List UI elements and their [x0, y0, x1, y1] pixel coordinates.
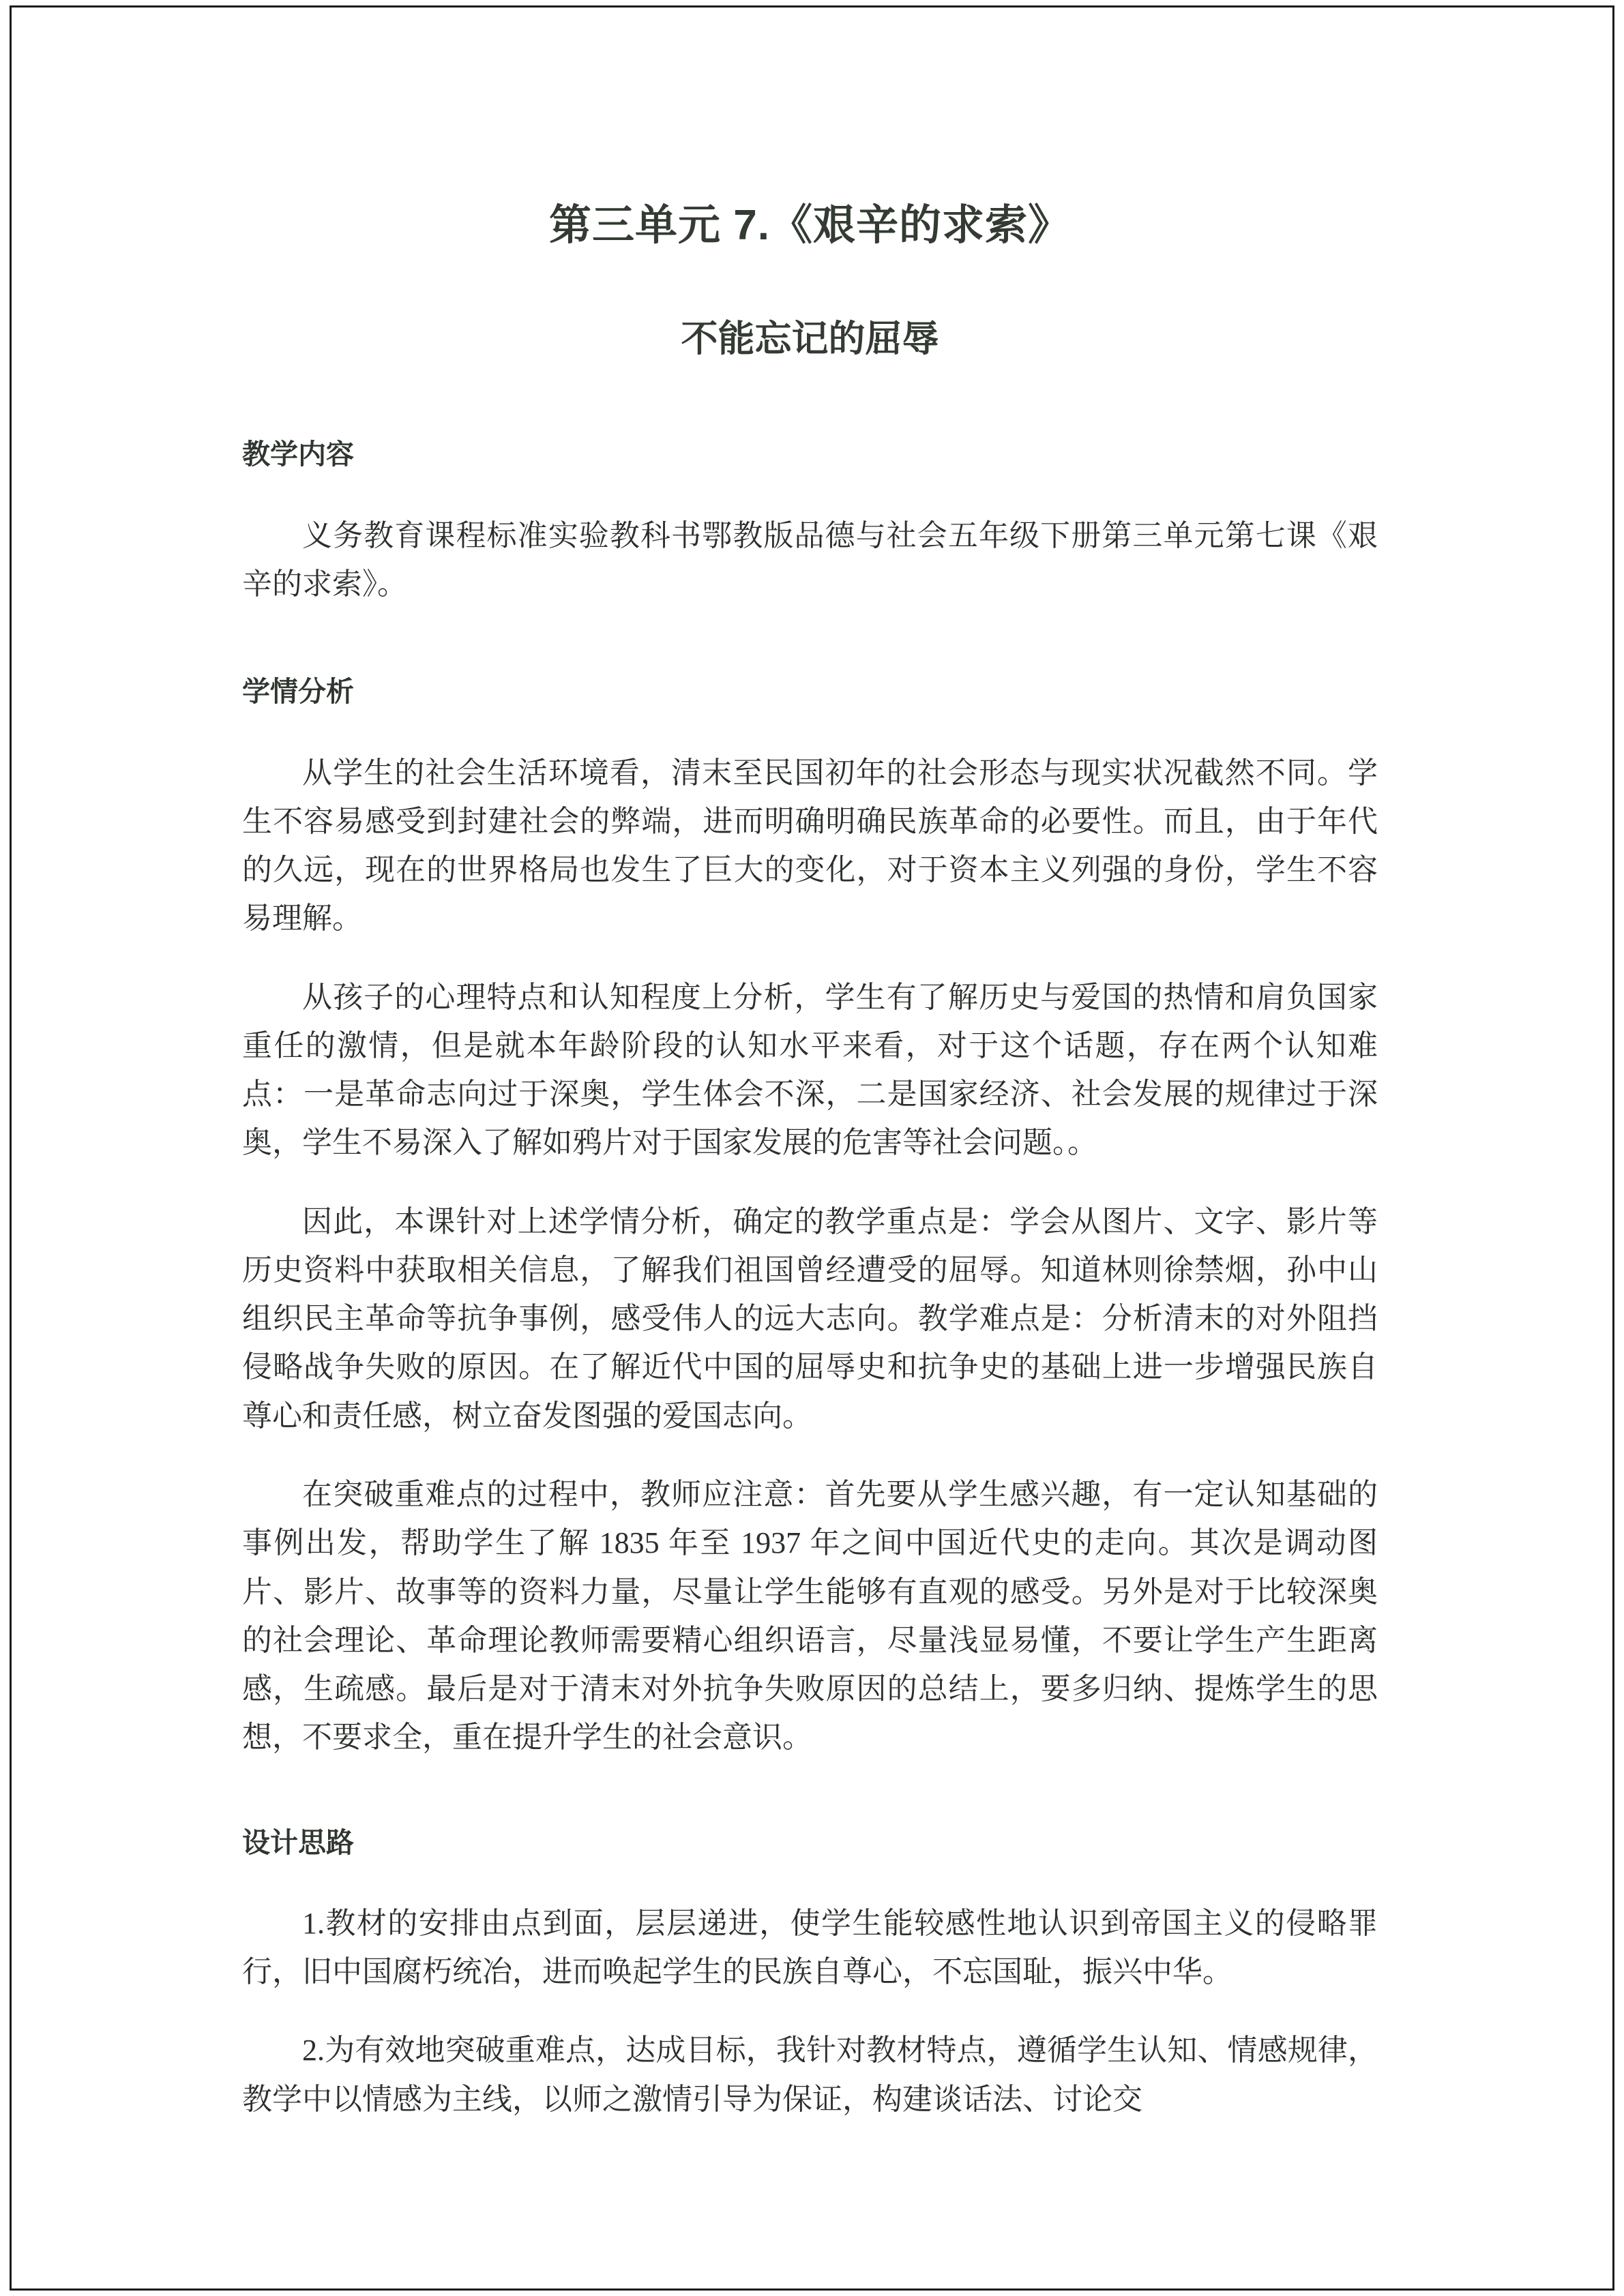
page-title: 第三单元 7.《艰辛的求索》 — [549, 202, 1071, 249]
page-subtitle: 不能忘记的屈辱 — [681, 318, 939, 360]
paragraph-design-approach-2: 2.为有效地突破重难点，达成目标，我针对教材特点，遵循学生认知、情感规律，教学中以情感为主线，以师之激情引导为保证，构建谈话法、讨论交 — [242, 2033, 1378, 2116]
heading-spacer — [242, 1861, 1378, 1872]
paragraph-student-analysis-2: 从孩子的心理特点和认知程度上分析，学生有了解历史与爱国的热情和肩负国家重任的激情，但是就本年龄阶段的认知水平来看，对于这个话题，存在两个认知难点：一是革命志向过于深奥，学生体会不深，二是国家经济、社会发展的规律过于深奥，学生不易深入了解如鸦片对于国家发展的危害等社会问题。。 — [242, 980, 1378, 1160]
paragraph-teaching-content-1: 义务教育课程标准实验教科书鄂教版品德与社会五年级下册第三单元第七课《艰辛的求索》。 — [242, 518, 1378, 601]
paragraph-student-analysis-4: 在突破重难点的过程中，教师应注意：首先要从学生感兴趣，有一定认知基础的事例出发，帮助学生了解 1835 年至 1937 年之间中国近代史的走向。其次是调动图片、影片、故事等的资料力量，尽量让学生能够有直观的感受。另外是对于比较深奥的社会理论、革命理论教师需要精心组织语言，尽量浅显易懂，不要让学生产生距离感，生疏感。最后是对于清末对外抗争失败原因的总结上，要多归纳、提炼学生的思想，不要求全，重在提升学生的社会意识。 — [242, 1477, 1378, 1755]
section-heading-design-approach: 设计思路 — [242, 1826, 354, 1858]
paragraph-student-analysis-1: 从学生的社会生活环境看，清末至民国初年的社会形态与现实状况截然不同。学生不容易感受到封建社会的弊端，进而明确明确民族革命的必要性。而且，由于年代的久远，现在的世界格局也发生了巨大的变化，对于资本主义列强的身份，学生不容易理解。 — [242, 756, 1378, 936]
section-heading-student-analysis: 学情分析 — [242, 676, 354, 708]
section-heading-teaching-content: 教学内容 — [242, 438, 354, 471]
document-content — [242, 0, 1378, 2123]
heading-spacer — [242, 711, 1378, 721]
paragraph-student-analysis-3: 因此，本课针对上述学情分析，确定的教学重点是：学会从图片、文字、影片等历史资料中获取相关信息，了解我们祖国曾经遭受的屈辱。知道林则徐禁烟，孙中山组织民主革命等抗争事例，感受伟人的远大志向。教学难点是：分析清末的对外阻挡侵略战争失败的原因。在了解近代中国的屈辱史和抗争史的基础上进一步增强民族自尊心和责任感，树立奋发图强的爱国志向。 — [242, 1204, 1378, 1433]
paragraph-design-approach-1: 1.教材的安排由点到面，层层递进，使学生能较感性地认识到帝国主义的侵略罪行，旧中国腐朽统冶，进而唤起学生的民族自尊心，不忘国耻，振兴中华。 — [242, 1906, 1378, 1989]
heading-spacer — [242, 473, 1378, 484]
